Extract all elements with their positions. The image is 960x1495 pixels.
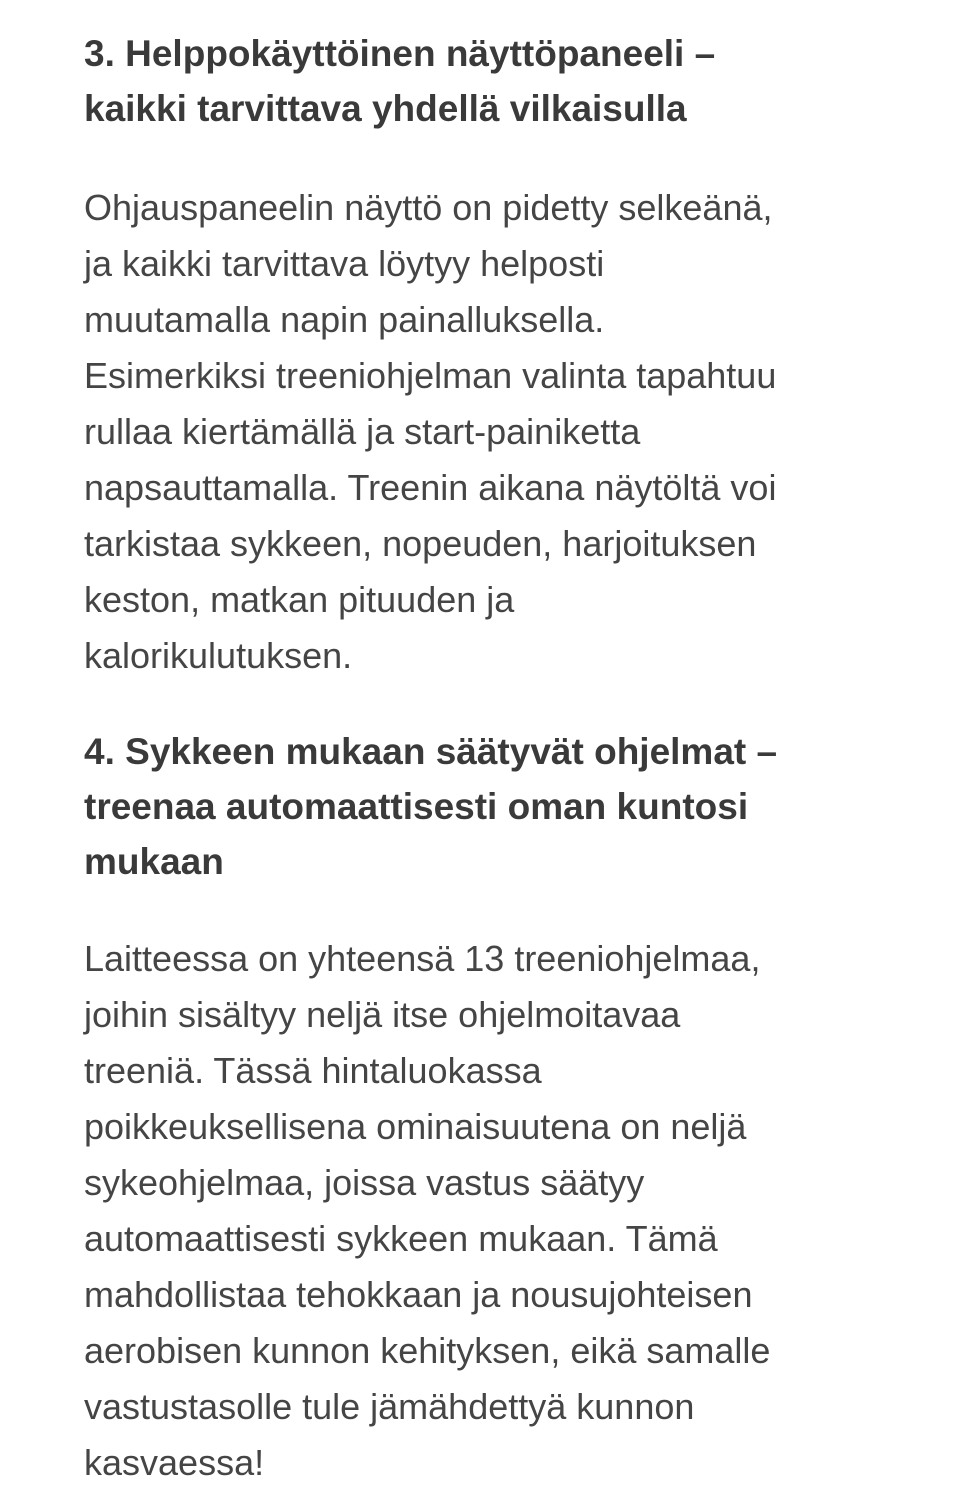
section-4-heading bbox=[84, 724, 884, 889]
paragraph-line: muutamalla napin painalluksella. bbox=[84, 299, 605, 340]
paragraph-line: treeniä. Tässä hintaluokassa bbox=[84, 1050, 542, 1091]
heading-line: treenaa automaattisesti oman kuntosi bbox=[84, 786, 749, 827]
section-4 bbox=[84, 724, 884, 1491]
section-3-paragraph bbox=[84, 180, 884, 684]
section-4-paragraph bbox=[84, 931, 884, 1491]
paragraph-line: poikkeuksellisena ominaisuutena on neljä bbox=[84, 1106, 747, 1147]
paragraph-line: keston, matkan pituuden ja bbox=[84, 579, 515, 620]
heading-line: 4. Sykkeen mukaan säätyvät ohjelmat – bbox=[84, 731, 778, 772]
heading-line: 3. Helppokäyttöinen näyttöpaneeli – bbox=[84, 33, 716, 74]
paragraph-line: joihin sisältyy neljä itse ohjelmoitavaa bbox=[84, 994, 681, 1035]
paragraph-line: kalorikulutuksen. bbox=[84, 635, 353, 676]
paragraph-line: Ohjauspaneelin näyttö on pidetty selkeänä, bbox=[84, 187, 773, 228]
paragraph-line: aerobisen kunnon kehityksen, eikä samalle bbox=[84, 1330, 771, 1371]
section-3-heading bbox=[84, 26, 884, 136]
paragraph-line: vastustasolle tule jämähdettyä kunnon bbox=[84, 1386, 695, 1427]
heading-line: mukaan bbox=[84, 841, 224, 882]
heading-line: kaikki tarvittava yhdellä vilkaisulla bbox=[84, 88, 687, 129]
paragraph-line: automaattisesti sykkeen mukaan. Tämä bbox=[84, 1218, 718, 1259]
paragraph-line: Laitteessa on yhteensä 13 treeniohjelmaa, bbox=[84, 938, 761, 979]
paragraph-line: rullaa kiertämällä ja start-painiketta bbox=[84, 411, 641, 452]
paragraph-line: kasvaessa! bbox=[84, 1442, 265, 1483]
paragraph-line: ja kaikki tarvittava löytyy helposti bbox=[84, 243, 605, 284]
section-3 bbox=[84, 26, 884, 684]
paragraph-line: mahdollistaa tehokkaan ja nousujohteisen bbox=[84, 1274, 753, 1315]
paragraph-line: napsauttamalla. Treenin aikana näytöltä voi bbox=[84, 467, 777, 508]
paragraph-line: Esimerkiksi treeniohjelman valinta tapahtuu bbox=[84, 355, 777, 396]
paragraph-line: tarkistaa sykkeen, nopeuden, harjoituksen bbox=[84, 523, 757, 564]
paragraph-line: sykeohjelmaa, joissa vastus säätyy bbox=[84, 1162, 645, 1203]
article bbox=[84, 26, 884, 1491]
